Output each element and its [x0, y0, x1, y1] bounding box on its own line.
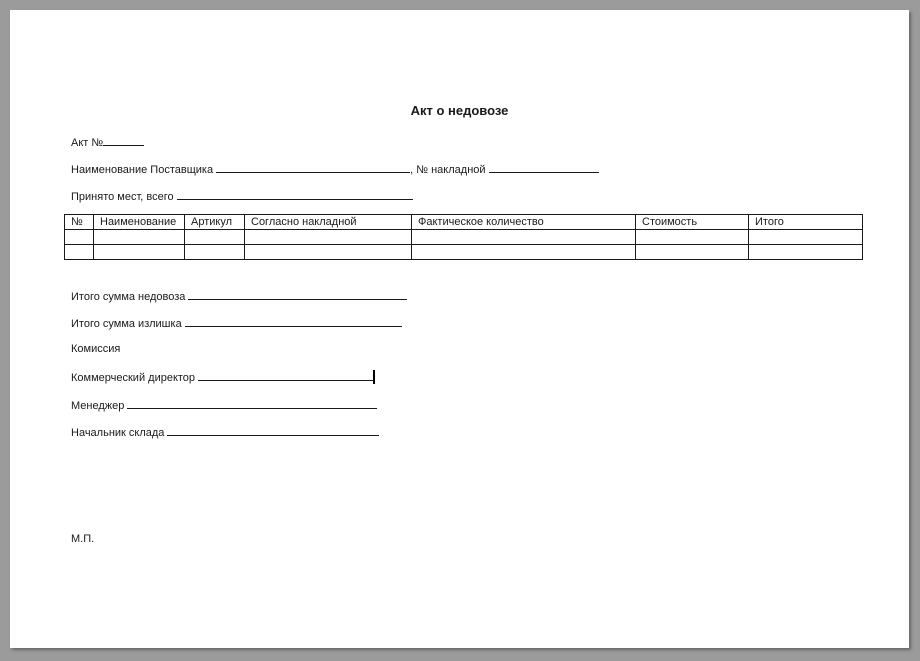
table-cell[interactable]: [94, 230, 185, 245]
table-cell[interactable]: [412, 245, 636, 260]
commercial-director-line: [71, 369, 375, 385]
act-number-line: [71, 134, 144, 150]
table-cell[interactable]: [94, 245, 185, 260]
surplus-sum-line: [71, 315, 402, 331]
col-header-cost: Стоимость: [636, 215, 749, 230]
commission-label: Комиссия: [71, 343, 121, 355]
table-cell[interactable]: [65, 230, 94, 245]
table-cell[interactable]: [245, 245, 412, 260]
places-field[interactable]: [177, 188, 413, 200]
table-row: [65, 230, 863, 245]
surplus-sum-label: Итого сумма излишка: [71, 318, 182, 330]
act-number-label: Акт №: [71, 137, 104, 149]
shortage-sum-line: [71, 288, 407, 304]
supplier-line: [71, 161, 599, 177]
table-cell[interactable]: [245, 230, 412, 245]
table-cell[interactable]: [636, 230, 749, 245]
text-cursor: [373, 370, 375, 384]
stamp-place: [71, 532, 94, 546]
warehouse-head-signature-field[interactable]: [167, 424, 379, 436]
act-number-field[interactable]: [103, 134, 144, 146]
col-header-article: Артикул: [185, 215, 245, 230]
manager-label: Менеджер: [71, 400, 125, 412]
places-line: [71, 188, 413, 204]
table-cell[interactable]: [749, 230, 863, 245]
commercial-director-label: Коммерческий директор: [71, 372, 196, 384]
shortage-sum-field[interactable]: [188, 288, 407, 300]
commission-heading: [71, 342, 120, 356]
commercial-director-signature-field[interactable]: [198, 369, 373, 381]
manager-line: [71, 397, 377, 413]
manager-signature-field[interactable]: [127, 397, 377, 409]
col-header-number: №: [65, 215, 94, 230]
table-cell[interactable]: [412, 230, 636, 245]
supplier-field[interactable]: [216, 161, 410, 173]
table-row: [65, 245, 863, 260]
document-page: [10, 10, 909, 648]
invoice-label: , № накладной: [410, 164, 486, 176]
table-cell[interactable]: [185, 245, 245, 260]
surplus-sum-field[interactable]: [185, 315, 402, 327]
warehouse-head-label: Начальник склада: [71, 427, 165, 439]
invoice-field[interactable]: [489, 161, 599, 173]
table-cell[interactable]: [65, 245, 94, 260]
col-header-name: Наименование: [94, 215, 185, 230]
warehouse-head-line: [71, 424, 379, 440]
document-title: Акт о недовозе: [410, 103, 509, 118]
goods-table: [64, 214, 863, 260]
table-cell[interactable]: [185, 230, 245, 245]
col-header-per-invoice: Согласно накладной: [245, 215, 412, 230]
col-header-total: Итого: [749, 215, 863, 230]
col-header-actual-quantity: Фактическое количество: [412, 215, 636, 230]
shortage-sum-label: Итого сумма недовоза: [71, 291, 186, 303]
stamp-label: М.П.: [71, 533, 95, 545]
table-header-row: [65, 215, 863, 230]
table-cell[interactable]: [749, 245, 863, 260]
places-label: Принято мест, всего: [71, 191, 174, 203]
supplier-label: Наименование Поставщика: [71, 164, 214, 176]
table-cell[interactable]: [636, 245, 749, 260]
